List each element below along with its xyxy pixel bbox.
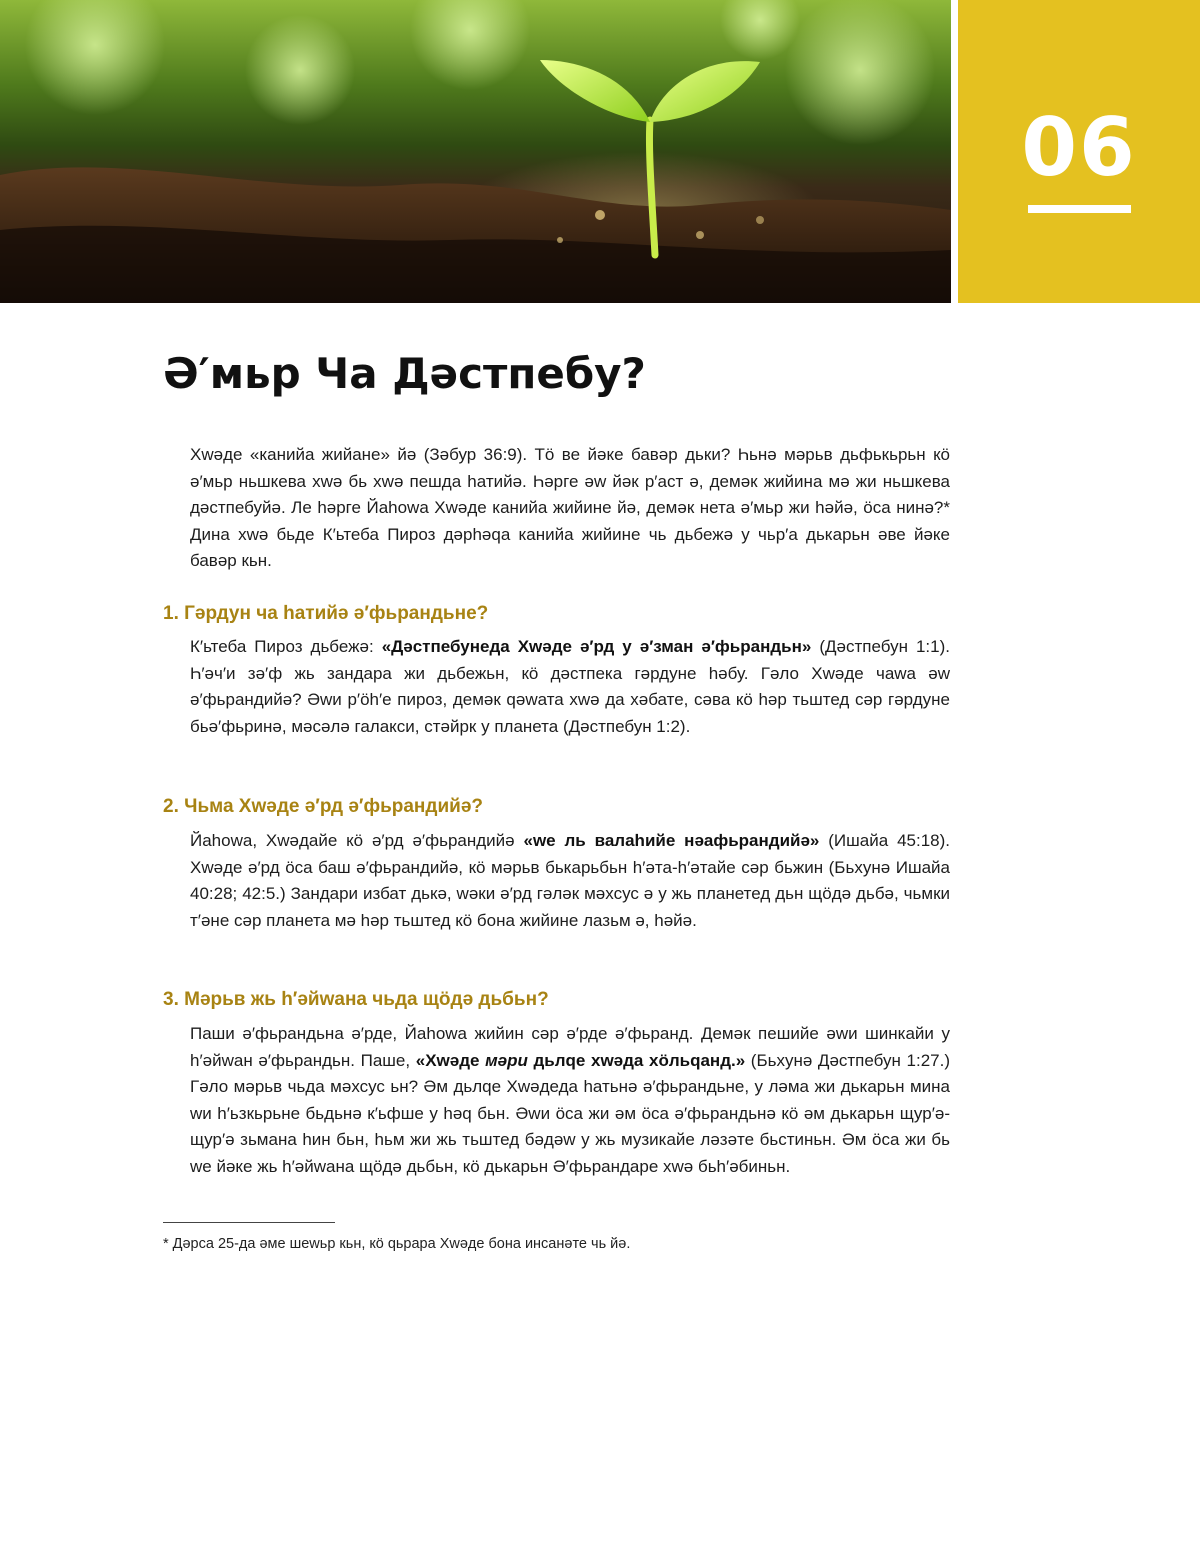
section-heading-2: 2. Чьма Хwәде ә′рд ә′фьрандийә? <box>163 796 483 817</box>
section-paragraph-2 <box>190 828 950 934</box>
section-paragraph-1 <box>190 634 950 740</box>
footnote-divider <box>163 1222 335 1223</box>
intro-paragraph: Хwәде «канийа жийане» йә (Зәбур 36:9). Тӧ ве йәке бавәр дьки? Һьнә мәрьв дьфькьрьн кӧ ә′мьр ньшкева хwә бь хwә пешда һатийә. Һәрге әw йәк р′аст ә, демәк жийина мә жи ньшкева дәстпебуйә. Ле һәрге Йаһоwа Хwәде канийа жийине йә, демәк нета ә′мьр жи һәйә, ӧса нинә?* Дина хwә бьде К′ьтеба Пироз дәрһәqа канийа жийине чь дьбежә у чьр′а дькарьн әве йәке бавәр кьн. <box>190 445 950 570</box>
section-3-quote-a: «Хwәде <box>415 1050 486 1070</box>
section-heading-1: 1. Гәрдун ча һатийә ә′фьрандьне? <box>163 603 489 624</box>
section-1-text-a: К′ьтеба Пироз дьбежә: <box>190 637 382 656</box>
seedling-illustration <box>0 0 951 303</box>
section-heading-3: 3. Мәрьв жь һ′әйwана чьда щӧдә дьбьн? <box>163 989 549 1010</box>
badge-underline <box>1028 205 1131 213</box>
lesson-number: 06 <box>1021 101 1137 194</box>
section-2-quote: «wе ль валаһийе нәафьрандийә» <box>523 831 820 850</box>
footnote: * Дәрса 25-да әме шеwьр кьн, кӧ qьрара Хwәде бона инсанәте чь йә. <box>163 1236 631 1252</box>
hero-image-seedling <box>0 0 951 303</box>
page-title: Ә′мьр Ча Дәстпебу? <box>163 349 646 398</box>
section-3-quote-b: дьлqе хwәда хӧльqанд.» <box>527 1050 746 1070</box>
section-3-quote-italic: мәри <box>485 1050 528 1070</box>
section-3-text-b: (Бьхунә Дәстпебун 1:27.) Гәло мәрьв чьда мәхсус ьн? Әм дьлqе Хwәдеда һатьнә ә′фьрандьне, у ләма жи дькарьн мина wи һ′ьзкьрьне бьдьнә к′ьфше у һәq бьн. Әwи ӧса жи әм ӧса ә′фьрандьнә кӧ әм дькарьн щур′ә-щур′ә зьмана һин бьн, һьм жи жь тьштед бәдәw у жь музикайе ләзәте бьстиньн. Әм ӧса жи бь wе йәке жь һ′әйwана щӧдә дьбьн, кӧ дькарьн Ә′фьрандаре хwә бьһ′әбиньн. <box>190 1050 950 1176</box>
section-paragraph-3 <box>190 1021 950 1180</box>
section-2-text-a: Йаһоwа, Хwәдайе кӧ ә′рд ә′фьрандийә <box>190 831 524 850</box>
section-2-text-b: (Ишайа 45:18). Хwәде ә′рд ӧса баш ә′фьрандийә, кӧ мәрьв бькарьбьн һ′әта-һ′әтайе сәр бьжин (Бьхунә Ишайа 40:28; 42:5.) Зандари избат дькә, wәки ә′рд гәләк мәхсус ә у жь планетед дьн щӧдә дьбә, чьмки т′әне сәр планета мә һәр тьштед кӧ бона жийине лазьм ә, һәйә. <box>190 831 950 930</box>
lesson-number-badge <box>958 0 1200 303</box>
section-1-text-b: (Дәстпебун 1:1). Һ′әч′и зә′ф жь зандара жи дьбежьн, кӧ дәстпека гәрдуне һәбу. Гәло Хwәде чаwа әw ә′фьрандийә? Әwи р′ӧһ′е пироз, демәк qәwата хwә да хәбате, сәва кӧ һәр тьштед сәр гәрдуне бьә′фьринә, мәсәлә галакси, стәйрк у планета (Дәстпебун 1:2). <box>190 637 950 736</box>
section-3-text-a: Паши ә′фьрандьна ә′рде, Йаһоwа жийин сәр ә′рде ә′фьранд. Демәк пешийе әwи шинкайи у һ′әйwан ә′фьрандьн. Паше, <box>190 1024 950 1070</box>
section-1-quote: «Дәстпебунеда Хwәде ә′рд у ә′зман ә′фьрандьн» <box>381 637 812 656</box>
